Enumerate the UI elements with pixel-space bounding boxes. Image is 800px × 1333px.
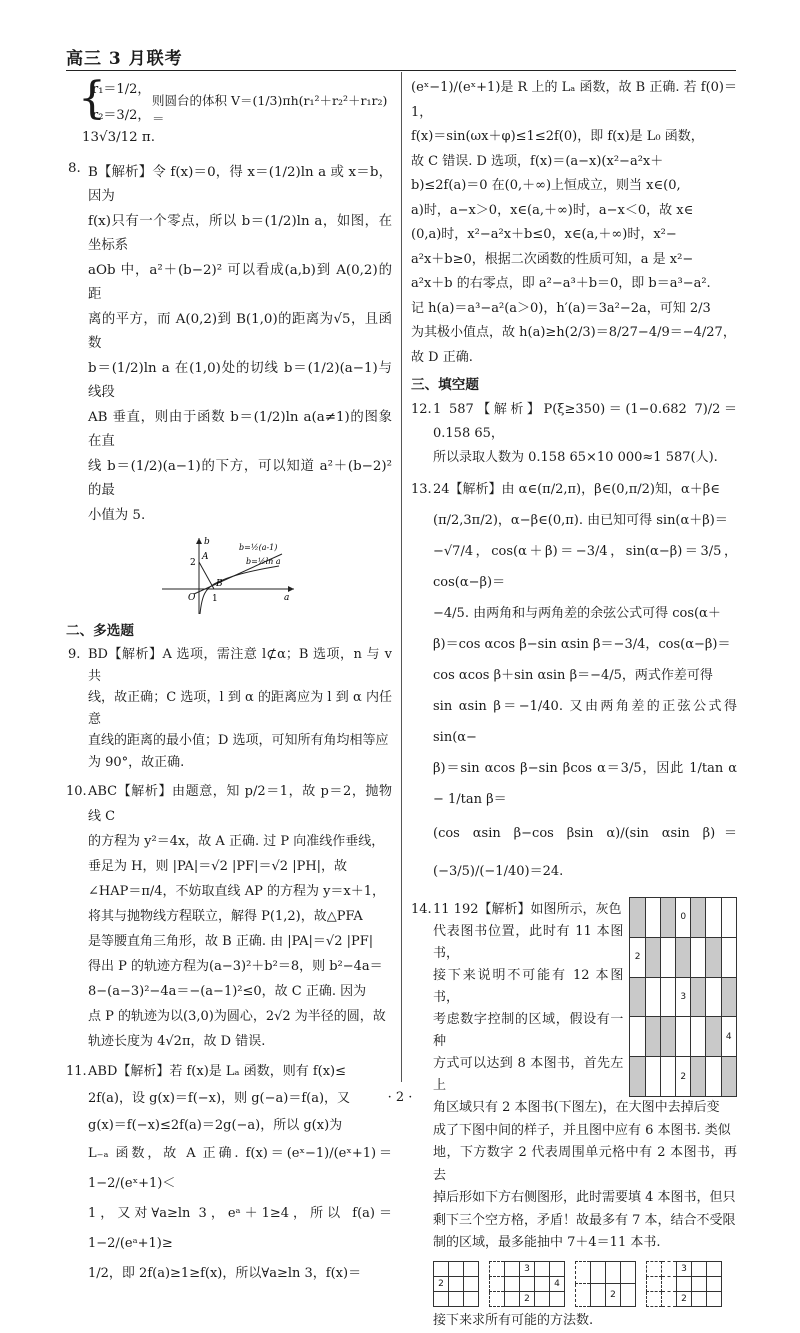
q8-line: 离的平方，而 A(0,2)到 B(1,0)的距离为√5，且函数 bbox=[88, 311, 392, 351]
q14-line: 掉后形如下方右侧图形，此时需要填 4 本图书，但只 bbox=[433, 1190, 736, 1205]
small-grid-center bbox=[575, 1261, 636, 1307]
q11-line: 1/2，即 2f(a)≥1≥f(x)，所以∀a≥ln 3，f(x)＝ bbox=[88, 1266, 362, 1281]
q11-line: g(x)＝f(−x)≤2f(a)＝2g(−a)，所以 g(x)为 bbox=[88, 1118, 343, 1133]
q11-cont-line: f(x)＝sin(ωx＋φ)≤1≤2f(0)，即 f(x)是 L₀ 函数， bbox=[411, 129, 704, 144]
q14-line: 剩下三个空方格，矛盾！故最多有 7 本，结合不受限 bbox=[433, 1212, 736, 1228]
grid-number: 2 bbox=[434, 1276, 449, 1291]
small-grid-left bbox=[433, 1261, 479, 1307]
q10-line: ABC【解析】由题意，知 p/2＝1，故 p＝2，抛物线 C bbox=[88, 784, 392, 824]
grid-number: 2 bbox=[606, 1284, 621, 1307]
page-number: · 2 · bbox=[387, 1090, 413, 1105]
q9-number: 9. bbox=[68, 647, 81, 662]
question-13 bbox=[411, 474, 737, 891]
graph-label-o: O bbox=[188, 593, 196, 603]
q13-line: −√7/4，cos(α＋β)＝−3/4，sin(α−β)＝3/5，cos(α−β)＝ bbox=[433, 544, 737, 590]
q11-cont-line: 记 h(a)＝a³−a²(a＞0)，h′(a)＝3a²−2a，可知 2/3 bbox=[411, 300, 711, 316]
q11-cont-line: b)≤2f(a)＝0 在(0,＋∞)上恒成立，则当 x∈(0, bbox=[411, 178, 681, 193]
q11-line: 1，又对∀a≥ln 3，eᵃ＋1≥4，所以 f(a)＝1−2/(eᵃ+1)≥ bbox=[88, 1206, 392, 1251]
q14-last-line: 接下来求所有可能的方法数. bbox=[433, 1312, 594, 1328]
q8-line: AB 垂直，则由于函数 b＝(1/2)ln a(a≠1)的图象在直 bbox=[88, 409, 392, 449]
q13-line: β)＝sin αcos β−sin βcos α＝3/5，因此 1/tan α − 1/tan β＝ bbox=[433, 761, 737, 807]
q13-line: 24【解析】由 α∈(π/2,π)，β∈(0,π/2)知，α＋β∈ bbox=[433, 482, 720, 497]
q14-line: 成了下图中间的样子，并且图中应有 6 本图书. 类似 bbox=[433, 1122, 731, 1138]
q9-line: BD【解析】A 选项，需注意 l⊄α；B 选项，n 与 v 共 bbox=[88, 647, 392, 684]
grid-number: 2 bbox=[677, 1291, 692, 1306]
q14-line: 制的区域，最多能抽中 7＋4＝11 本书. bbox=[433, 1235, 661, 1250]
q14-line: 方式可以达到 8 本图书，首先左上 bbox=[433, 1056, 624, 1093]
q10-number: 10. bbox=[66, 784, 87, 799]
q11-cont-line: (eˣ−1)/(eˣ+1)是 R 上的 Lₐ 函数，故 B 正确. 若 f(0)＝1， bbox=[411, 80, 737, 120]
q8-line: 小值为 5. bbox=[88, 507, 146, 523]
q12-line: 1 587【解析】P(ξ≥350)＝(1−0.682 7)/2＝0.158 65， bbox=[433, 402, 737, 441]
q10-line: 将其与抛物线方程联立，解得 P(1,2)，故△PFA bbox=[88, 909, 363, 924]
header-rule bbox=[66, 70, 736, 71]
volume-intro bbox=[66, 73, 392, 126]
q13-line: sin αsin β＝−1/40. 又由两角差的正弦公式得 sin(α− bbox=[433, 699, 737, 745]
grid-number: 4 bbox=[721, 1017, 736, 1057]
graph-line2-label: b=½ln a bbox=[246, 557, 281, 566]
question-10 bbox=[66, 779, 392, 1054]
q10-line: 的方程为 y²＝4x，故 A 正确. 过 P 向准线作垂线， bbox=[88, 834, 385, 849]
q8-line: 线 b＝(1/2)(a−1)的下方，可以知道 a²＋(b−2)² 的最 bbox=[88, 458, 392, 498]
q13-line: (π/2,3π/2)，α−β∈(0,π). 由已知可得 sin(α＋β)＝ bbox=[433, 513, 728, 528]
q8-number: 8. bbox=[68, 160, 81, 176]
q14-line: 考虑数字控制的区域，假设有一种 bbox=[433, 1012, 624, 1049]
q12-line: 所以录取人数为 0.158 65×10 000≈1 587(人). bbox=[433, 450, 718, 465]
grid-number: 3 bbox=[677, 1261, 692, 1276]
small-grid-right bbox=[646, 1261, 722, 1307]
q8-line: f(x)只有一个零点，所以 b＝(1/2)ln a，如图，在坐标系 bbox=[88, 213, 392, 253]
q10-line: ∠HAP＝π/4，不妨取直线 AP 的方程为 y＝x＋1， bbox=[88, 884, 386, 899]
q13-line: −4/5. 由两角和与两角差的余弦公式可得 cos(α＋ bbox=[433, 606, 721, 621]
section-fill-blank: 三、填空题 bbox=[411, 377, 479, 393]
grid-number: 2 bbox=[630, 937, 645, 977]
section-multiple-choice: 二、多选题 bbox=[66, 623, 134, 639]
question-14 bbox=[411, 899, 737, 1333]
q8-line: aOb 中，a²＋(b−2)² 可以看成(a,b)到 A(0,2)的距 bbox=[88, 262, 392, 302]
intro-line2: 则圆台的体积 V＝(1/3)πh(r₁²＋r₂²＋r₁r₂)＝ bbox=[152, 93, 388, 126]
grid-number: 2 bbox=[520, 1291, 535, 1306]
q9-line: 为 90°，故正确. bbox=[88, 754, 185, 770]
graph-label-2: 2 bbox=[190, 558, 196, 568]
q10-line: 轨迹长度为 4√2π，故 D 错误. bbox=[88, 1034, 266, 1049]
grid-number: 4 bbox=[550, 1276, 565, 1291]
q14-line: 接下来说明不可能有 12 本图书， bbox=[433, 968, 624, 1005]
q10-line: 8−(a−3)²−4a＝−(a−1)²≤0，故 C 正确. 因为 bbox=[88, 984, 367, 999]
q11-line: 2f(a)，设 g(x)＝f(−x)，则 g(−a)＝f(a)，又 bbox=[88, 1091, 351, 1106]
intro-line3: r₂＝3/2， bbox=[92, 108, 151, 123]
q8-line: b＝(1/2)ln a 在(1,0)处的切线 b＝(1/2)(a−1)与线段 bbox=[88, 360, 392, 400]
grid-number: 3 bbox=[520, 1261, 535, 1276]
q11-cont-line: a)时，a−x＞0，x∈(a,＋∞)时，a−x＜0，故 x∈ bbox=[411, 202, 694, 218]
graph-label-a: a bbox=[284, 593, 290, 603]
column-divider bbox=[401, 72, 402, 1082]
graph-line1-label: b=½(a-1) bbox=[239, 543, 278, 552]
grid-number: 0 bbox=[675, 898, 690, 938]
q12-number: 12. bbox=[411, 402, 432, 417]
q13-line: (cos αsin β−cos βsin α)/(sin αsin β)＝(−3/5)/(−1/40)＝24. bbox=[433, 826, 737, 879]
left-column bbox=[66, 73, 392, 1289]
q9-line: 线，故正确；C 选项，l 到 α 的距离应为 l 到 α 内任意 bbox=[88, 690, 392, 727]
small-grid-middle bbox=[489, 1261, 565, 1307]
q10-line: 点 P 的轨迹为以(3,0)为圆心，2√2 为半径的圆，故 bbox=[88, 1009, 386, 1024]
q8-line: B【解析】令 f(x)＝0，得 x＝(1/2)ln a 或 x＝b，因为 bbox=[88, 164, 392, 204]
q10-line: 得出 P 的轨迹方程为(a−3)²＋b²＝8，则 b²−4a＝ bbox=[88, 959, 383, 974]
right-column bbox=[411, 76, 737, 1333]
page-header: 高三 3 月联考 bbox=[66, 49, 183, 69]
q14-line: 代表图书位置，此时有 11 本图书， bbox=[433, 924, 624, 961]
q11-cont-line: 故 D 正确. bbox=[411, 349, 473, 365]
q8-graph bbox=[154, 534, 304, 616]
q14-number: 14. bbox=[411, 902, 432, 917]
q11-cont-line: 故 C 错误. D 选项，f(x)＝(a−x)(x²−a²x＋ bbox=[411, 153, 664, 169]
graph-label-B: B bbox=[216, 579, 223, 589]
question-12 bbox=[411, 398, 737, 470]
q11-continued bbox=[411, 76, 737, 370]
q11-number: 11. bbox=[66, 1064, 87, 1079]
question-9 bbox=[66, 644, 392, 773]
q10-line: 是等腰直角三角形，故 B 正确. 由 |PA|＝√2 |PF| bbox=[88, 934, 374, 949]
q14-line: 11 192【解析】如图所示，灰色 bbox=[433, 902, 622, 917]
q11-cont-line: a²x＋b 的右零点，即 a²−a³＋b＝0，即 b＝a³−a². bbox=[411, 276, 711, 291]
q14-small-grids bbox=[433, 1261, 737, 1307]
q13-number: 13. bbox=[411, 482, 432, 497]
graph-label-A: A bbox=[202, 552, 209, 562]
question-8 bbox=[66, 161, 392, 529]
grid-number: 2 bbox=[675, 1057, 690, 1097]
brace: { bbox=[78, 73, 106, 124]
q9-line: 直线的距离的最小值；D 选项，可知所有角均相等应 bbox=[88, 733, 389, 748]
q11-line: ABD【解析】若 f(x)是 Lₐ 函数，则有 f(x)≤ bbox=[88, 1064, 347, 1079]
q11-cont-line: (0,a)时，x²−a²x＋b≤0，x∈(a,＋∞)时，x²− bbox=[411, 227, 677, 242]
grid-number: 3 bbox=[675, 977, 690, 1017]
q11-line: L₋ₐ 函数，故 A 正确. f(x)＝(eˣ−1)/(eˣ+1)＝1−2/(eˣ+1)＜ bbox=[88, 1146, 392, 1191]
q13-line: β)＝cos αcos β−sin αsin β＝−3/4，cos(α−β)＝ bbox=[433, 637, 731, 652]
q13-line: cos αcos β＋sin αsin β＝−4/5，两式作差可得 bbox=[433, 668, 713, 683]
q14-line: 角区域只有 2 本图书(下图左)，在大图中去掉后变 bbox=[433, 1100, 720, 1115]
graph-label-b: b bbox=[204, 537, 210, 547]
intro-line1: r₁＝1/2， bbox=[92, 82, 151, 97]
graph-label-1: 1 bbox=[212, 594, 218, 604]
q11-cont-line: a²x＋b≥0，根据二次函数的性质可知，a 是 x²− bbox=[411, 251, 694, 267]
intro-result: 13√3/12 π. bbox=[82, 130, 155, 145]
q14-line: 地，下方数字 2 代表周围单元格中有 2 本图书，再去 bbox=[433, 1145, 737, 1183]
q10-line: 垂足为 H，则 |PA|＝√2 |PF|＝√2 |PH|，故 bbox=[88, 859, 348, 874]
q14-main-grid bbox=[629, 897, 737, 1097]
q11-cont-line: 为其极小值点，故 h(a)≥h(2/3)＝8/27−4/9＝−4/27， bbox=[411, 325, 736, 340]
